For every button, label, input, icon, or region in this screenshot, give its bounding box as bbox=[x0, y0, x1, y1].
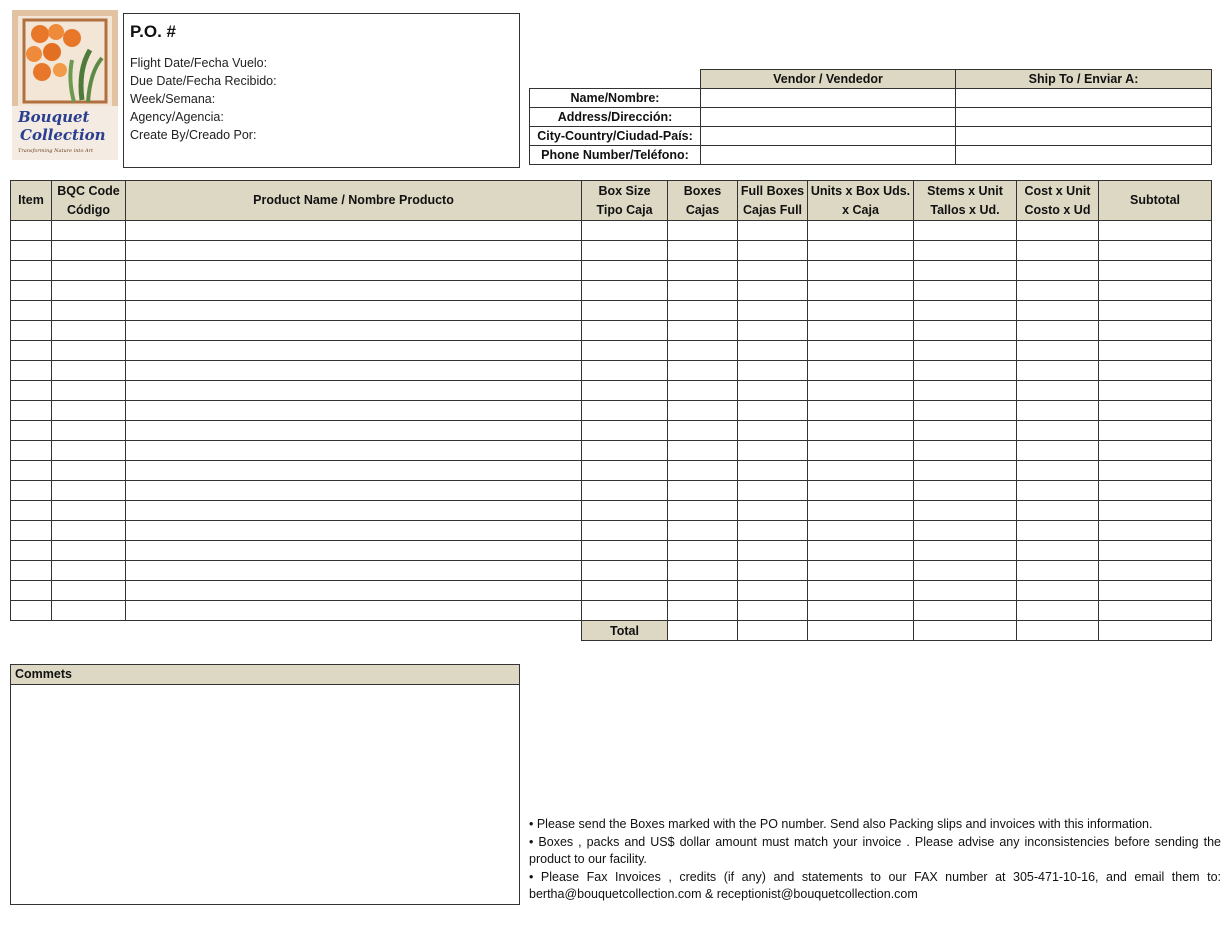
boxes-cell[interactable] bbox=[668, 301, 738, 321]
stems-x-unit-cell[interactable] bbox=[914, 321, 1017, 341]
box-size-cell[interactable] bbox=[582, 221, 668, 241]
stems-x-unit-cell[interactable] bbox=[914, 241, 1017, 261]
col-header-boxes: Boxes Cajas bbox=[668, 181, 738, 221]
ship-to-header: Ship To / Enviar A: bbox=[956, 70, 1212, 89]
bqc-code-cell[interactable] bbox=[52, 601, 126, 621]
cost-x-unit-cell[interactable] bbox=[1017, 361, 1099, 381]
item-cell[interactable] bbox=[11, 301, 52, 321]
box-size-cell[interactable] bbox=[582, 241, 668, 261]
table-row bbox=[11, 441, 1212, 461]
product-name-cell[interactable] bbox=[126, 221, 582, 241]
item-cell[interactable] bbox=[11, 481, 52, 501]
bqc-code-cell[interactable] bbox=[52, 241, 126, 261]
comments-label: Commets bbox=[11, 665, 519, 685]
subtotal-cell[interactable] bbox=[1099, 461, 1212, 481]
cost-x-unit-cell[interactable] bbox=[1017, 301, 1099, 321]
subtotal-cell[interactable] bbox=[1099, 321, 1212, 341]
total-row bbox=[11, 621, 1212, 641]
stems-x-unit-cell[interactable] bbox=[914, 281, 1017, 301]
box-size-cell[interactable] bbox=[582, 401, 668, 421]
address-label: Address/Dirección: bbox=[530, 108, 701, 127]
full-boxes-cell[interactable] bbox=[738, 541, 808, 561]
boxes-cell[interactable] bbox=[668, 581, 738, 601]
table-row bbox=[11, 581, 1212, 601]
units-x-box-cell[interactable] bbox=[808, 441, 914, 461]
subtotal-cell[interactable] bbox=[1099, 561, 1212, 581]
product-name-cell[interactable] bbox=[126, 541, 582, 561]
total-subtotal-cell[interactable] bbox=[1099, 621, 1212, 641]
units-x-box-cell[interactable] bbox=[808, 401, 914, 421]
total-cost-cell[interactable] bbox=[1017, 621, 1099, 641]
full-boxes-cell[interactable] bbox=[738, 421, 808, 441]
full-boxes-cell[interactable] bbox=[738, 481, 808, 501]
svg-text:Transforming Nature into Art: Transforming Nature into Art bbox=[18, 148, 94, 154]
table-row bbox=[11, 321, 1212, 341]
vendor-shipto-table bbox=[529, 69, 1212, 165]
table-row bbox=[11, 421, 1212, 441]
full-boxes-cell[interactable] bbox=[738, 521, 808, 541]
stems-x-unit-cell[interactable] bbox=[914, 221, 1017, 241]
full-boxes-cell[interactable] bbox=[738, 281, 808, 301]
week-label: Week/Semana: bbox=[130, 92, 216, 106]
comments-area[interactable] bbox=[11, 685, 519, 904]
bqc-code-cell[interactable] bbox=[52, 441, 126, 461]
bqc-code-cell[interactable] bbox=[52, 221, 126, 241]
product-name-cell[interactable] bbox=[126, 501, 582, 521]
full-boxes-cell[interactable] bbox=[738, 361, 808, 381]
bqc-code-cell[interactable] bbox=[52, 561, 126, 581]
boxes-cell[interactable] bbox=[668, 481, 738, 501]
cost-x-unit-cell[interactable] bbox=[1017, 241, 1099, 261]
boxes-cell[interactable] bbox=[668, 521, 738, 541]
cost-x-unit-cell[interactable] bbox=[1017, 541, 1099, 561]
cost-x-unit-cell[interactable] bbox=[1017, 421, 1099, 441]
boxes-cell[interactable] bbox=[668, 441, 738, 461]
col-header-box-size: Box Size Tipo Caja bbox=[582, 181, 668, 221]
units-x-box-cell[interactable] bbox=[808, 421, 914, 441]
units-x-box-cell[interactable] bbox=[808, 321, 914, 341]
item-cell[interactable] bbox=[11, 581, 52, 601]
product-name-cell[interactable] bbox=[126, 261, 582, 281]
boxes-cell[interactable] bbox=[668, 381, 738, 401]
total-label: Total bbox=[582, 621, 668, 641]
shipto-phone-cell[interactable] bbox=[956, 146, 1212, 165]
product-name-cell[interactable] bbox=[126, 461, 582, 481]
phone-label: Phone Number/Teléfono: bbox=[530, 146, 701, 165]
full-boxes-cell[interactable] bbox=[738, 581, 808, 601]
full-boxes-cell[interactable] bbox=[738, 381, 808, 401]
boxes-cell[interactable] bbox=[668, 341, 738, 361]
agency-label: Agency/Agencia: bbox=[130, 110, 224, 124]
col-header-item: Item bbox=[11, 181, 52, 221]
table-row bbox=[11, 241, 1212, 261]
bqc-code-cell[interactable] bbox=[52, 401, 126, 421]
product-name-cell[interactable] bbox=[126, 601, 582, 621]
product-name-cell[interactable] bbox=[126, 521, 582, 541]
svg-text:Bouquet: Bouquet bbox=[18, 108, 90, 126]
boxes-cell[interactable] bbox=[668, 501, 738, 521]
table-row bbox=[11, 361, 1212, 381]
bqc-code-cell[interactable] bbox=[52, 541, 126, 561]
subtotal-cell[interactable] bbox=[1099, 361, 1212, 381]
bqc-code-cell[interactable] bbox=[52, 321, 126, 341]
item-cell[interactable] bbox=[11, 261, 52, 281]
subtotal-cell[interactable] bbox=[1099, 421, 1212, 441]
cost-x-unit-cell[interactable] bbox=[1017, 501, 1099, 521]
units-x-box-cell[interactable] bbox=[808, 381, 914, 401]
box-size-cell[interactable] bbox=[582, 521, 668, 541]
bqc-code-cell[interactable] bbox=[52, 421, 126, 441]
box-size-cell[interactable] bbox=[582, 261, 668, 281]
stems-x-unit-cell[interactable] bbox=[914, 521, 1017, 541]
subtotal-cell[interactable] bbox=[1099, 221, 1212, 241]
units-x-box-cell[interactable] bbox=[808, 541, 914, 561]
product-name-cell[interactable] bbox=[126, 301, 582, 321]
bqc-code-cell[interactable] bbox=[52, 581, 126, 601]
col-header-stems-x-unit: Stems x Unit Tallos x Ud. bbox=[914, 181, 1017, 221]
subtotal-cell[interactable] bbox=[1099, 381, 1212, 401]
total-stems-cell[interactable] bbox=[914, 621, 1017, 641]
item-cell[interactable] bbox=[11, 461, 52, 481]
box-size-cell[interactable] bbox=[582, 301, 668, 321]
stems-x-unit-cell[interactable] bbox=[914, 421, 1017, 441]
boxes-cell[interactable] bbox=[668, 601, 738, 621]
instructions-notes bbox=[529, 816, 1221, 904]
full-boxes-cell[interactable] bbox=[738, 341, 808, 361]
flight-date-label: Flight Date/Fecha Vuelo: bbox=[130, 56, 268, 70]
subtotal-cell[interactable] bbox=[1099, 481, 1212, 501]
table-row bbox=[11, 261, 1212, 281]
cost-x-unit-cell[interactable] bbox=[1017, 261, 1099, 281]
box-size-cell[interactable] bbox=[582, 381, 668, 401]
due-date-label: Due Date/Fecha Recibido: bbox=[130, 74, 277, 88]
full-boxes-cell[interactable] bbox=[738, 241, 808, 261]
full-boxes-cell[interactable] bbox=[738, 261, 808, 281]
item-cell[interactable] bbox=[11, 501, 52, 521]
full-boxes-cell[interactable] bbox=[738, 301, 808, 321]
box-size-cell[interactable] bbox=[582, 601, 668, 621]
cost-x-unit-cell[interactable] bbox=[1017, 321, 1099, 341]
col-header-subtotal: Subtotal bbox=[1099, 181, 1212, 221]
units-x-box-cell[interactable] bbox=[808, 341, 914, 361]
box-size-cell[interactable] bbox=[582, 481, 668, 501]
stems-x-unit-cell[interactable] bbox=[914, 481, 1017, 501]
full-boxes-cell[interactable] bbox=[738, 501, 808, 521]
shipto-address-cell[interactable] bbox=[956, 108, 1212, 127]
cost-x-unit-cell[interactable] bbox=[1017, 441, 1099, 461]
bqc-code-cell[interactable] bbox=[52, 481, 126, 501]
product-name-cell[interactable] bbox=[126, 241, 582, 261]
bqc-code-cell[interactable] bbox=[52, 461, 126, 481]
table-row bbox=[11, 601, 1212, 621]
subtotal-cell[interactable] bbox=[1099, 521, 1212, 541]
subtotal-cell[interactable] bbox=[1099, 341, 1212, 361]
po-number-label: P.O. # bbox=[130, 22, 176, 41]
units-x-box-cell[interactable] bbox=[808, 241, 914, 261]
product-name-cell[interactable] bbox=[126, 441, 582, 461]
item-cell[interactable] bbox=[11, 221, 52, 241]
box-size-cell[interactable] bbox=[582, 321, 668, 341]
box-size-cell[interactable] bbox=[582, 361, 668, 381]
item-cell[interactable] bbox=[11, 281, 52, 301]
units-x-box-cell[interactable] bbox=[808, 501, 914, 521]
product-name-cell[interactable] bbox=[126, 361, 582, 381]
box-size-cell[interactable] bbox=[582, 561, 668, 581]
cost-x-unit-cell[interactable] bbox=[1017, 341, 1099, 361]
stems-x-unit-cell[interactable] bbox=[914, 501, 1017, 521]
svg-text:Collection: Collection bbox=[20, 126, 106, 144]
table-row bbox=[11, 281, 1212, 301]
name-label: Name/Nombre: bbox=[530, 89, 701, 108]
table-row bbox=[11, 501, 1212, 521]
units-x-box-cell[interactable] bbox=[808, 301, 914, 321]
full-boxes-cell[interactable] bbox=[738, 461, 808, 481]
boxes-cell[interactable] bbox=[668, 561, 738, 581]
vendor-name-cell[interactable] bbox=[701, 89, 956, 108]
box-size-cell[interactable] bbox=[582, 501, 668, 521]
item-cell[interactable] bbox=[11, 601, 52, 621]
full-boxes-cell[interactable] bbox=[738, 601, 808, 621]
product-name-cell[interactable] bbox=[126, 581, 582, 601]
bqc-code-cell[interactable] bbox=[52, 501, 126, 521]
total-full-boxes-cell[interactable] bbox=[738, 621, 808, 641]
subtotal-cell[interactable] bbox=[1099, 501, 1212, 521]
product-name-cell[interactable] bbox=[126, 341, 582, 361]
item-cell[interactable] bbox=[11, 521, 52, 541]
stems-x-unit-cell[interactable] bbox=[914, 601, 1017, 621]
stems-x-unit-cell[interactable] bbox=[914, 401, 1017, 421]
box-size-cell[interactable] bbox=[582, 421, 668, 441]
bqc-code-cell[interactable] bbox=[52, 281, 126, 301]
units-x-box-cell[interactable] bbox=[808, 561, 914, 581]
units-x-box-cell[interactable] bbox=[808, 361, 914, 381]
item-cell[interactable] bbox=[11, 561, 52, 581]
table-row bbox=[11, 381, 1212, 401]
cost-x-unit-cell[interactable] bbox=[1017, 581, 1099, 601]
boxes-cell[interactable] bbox=[668, 401, 738, 421]
stems-x-unit-cell[interactable] bbox=[914, 441, 1017, 461]
shipto-name-cell[interactable] bbox=[956, 89, 1212, 108]
stems-x-unit-cell[interactable] bbox=[914, 341, 1017, 361]
comments-box bbox=[10, 664, 520, 905]
col-header-full-boxes: Full Boxes Cajas Full bbox=[738, 181, 808, 221]
product-name-cell[interactable] bbox=[126, 321, 582, 341]
stems-x-unit-cell[interactable] bbox=[914, 381, 1017, 401]
bqc-code-cell[interactable] bbox=[52, 521, 126, 541]
note-boxes-marked: • Please send the Boxes marked with the PO number. Send also Packing slips and invoices with this information. bbox=[529, 817, 1153, 831]
bqc-code-cell[interactable] bbox=[52, 381, 126, 401]
col-header-units-x-box: Units x Box Uds. x Caja bbox=[808, 181, 914, 221]
total-boxes-cell[interactable] bbox=[668, 621, 738, 641]
cost-x-unit-cell[interactable] bbox=[1017, 401, 1099, 421]
cost-x-unit-cell[interactable] bbox=[1017, 381, 1099, 401]
item-cell[interactable] bbox=[11, 361, 52, 381]
subtotal-cell[interactable] bbox=[1099, 261, 1212, 281]
product-name-cell[interactable] bbox=[126, 561, 582, 581]
units-x-box-cell[interactable] bbox=[808, 481, 914, 501]
item-cell[interactable] bbox=[11, 441, 52, 461]
stems-x-unit-cell[interactable] bbox=[914, 581, 1017, 601]
item-cell[interactable] bbox=[11, 381, 52, 401]
vendor-address-cell[interactable] bbox=[701, 108, 956, 127]
boxes-cell[interactable] bbox=[668, 421, 738, 441]
stems-x-unit-cell[interactable] bbox=[914, 461, 1017, 481]
table-row bbox=[11, 301, 1212, 321]
table-row bbox=[11, 481, 1212, 501]
boxes-cell[interactable] bbox=[668, 321, 738, 341]
vendor-city-cell[interactable] bbox=[701, 127, 956, 146]
boxes-cell[interactable] bbox=[668, 261, 738, 281]
items-table bbox=[10, 180, 1212, 641]
subtotal-cell[interactable] bbox=[1099, 281, 1212, 301]
units-x-box-cell[interactable] bbox=[808, 281, 914, 301]
box-size-cell[interactable] bbox=[582, 281, 668, 301]
bqc-code-cell[interactable] bbox=[52, 261, 126, 281]
bouquet-collection-logo bbox=[12, 10, 118, 160]
item-cell[interactable] bbox=[11, 321, 52, 341]
table-row bbox=[11, 461, 1212, 481]
vendor-header: Vendor / Vendedor bbox=[701, 70, 956, 89]
item-cell[interactable] bbox=[11, 421, 52, 441]
bqc-code-cell[interactable] bbox=[52, 341, 126, 361]
table-row bbox=[11, 341, 1212, 361]
boxes-cell[interactable] bbox=[668, 461, 738, 481]
item-cell[interactable] bbox=[11, 541, 52, 561]
box-size-cell[interactable] bbox=[582, 541, 668, 561]
table-row bbox=[11, 221, 1212, 241]
table-row bbox=[11, 541, 1212, 561]
product-name-cell[interactable] bbox=[126, 481, 582, 501]
product-name-cell[interactable] bbox=[126, 381, 582, 401]
subtotal-cell[interactable] bbox=[1099, 441, 1212, 461]
full-boxes-cell[interactable] bbox=[738, 441, 808, 461]
col-header-cost-x-unit: Cost x Unit Costo x Ud bbox=[1017, 181, 1099, 221]
stems-x-unit-cell[interactable] bbox=[914, 541, 1017, 561]
boxes-cell[interactable] bbox=[668, 241, 738, 261]
item-cell[interactable] bbox=[11, 401, 52, 421]
units-x-box-cell[interactable] bbox=[808, 581, 914, 601]
created-by-label: Create By/Creado Por: bbox=[130, 128, 257, 142]
total-units-cell[interactable] bbox=[808, 621, 914, 641]
stems-x-unit-cell[interactable] bbox=[914, 301, 1017, 321]
box-size-cell[interactable] bbox=[582, 341, 668, 361]
boxes-cell[interactable] bbox=[668, 361, 738, 381]
product-name-cell[interactable] bbox=[126, 401, 582, 421]
subtotal-cell[interactable] bbox=[1099, 581, 1212, 601]
vendor-phone-cell[interactable] bbox=[701, 146, 956, 165]
cost-x-unit-cell[interactable] bbox=[1017, 601, 1099, 621]
cost-x-unit-cell[interactable] bbox=[1017, 521, 1099, 541]
units-x-box-cell[interactable] bbox=[808, 461, 914, 481]
units-x-box-cell[interactable] bbox=[808, 521, 914, 541]
stems-x-unit-cell[interactable] bbox=[914, 361, 1017, 381]
box-size-cell[interactable] bbox=[582, 461, 668, 481]
cost-x-unit-cell[interactable] bbox=[1017, 221, 1099, 241]
boxes-cell[interactable] bbox=[668, 281, 738, 301]
product-name-cell[interactable] bbox=[126, 281, 582, 301]
cost-x-unit-cell[interactable] bbox=[1017, 281, 1099, 301]
stems-x-unit-cell[interactable] bbox=[914, 261, 1017, 281]
cost-x-unit-cell[interactable] bbox=[1017, 461, 1099, 481]
units-x-box-cell[interactable] bbox=[808, 261, 914, 281]
col-header-bqc-code: BQC Code Código bbox=[52, 181, 126, 221]
boxes-cell[interactable] bbox=[668, 221, 738, 241]
bqc-code-cell[interactable] bbox=[52, 301, 126, 321]
stems-x-unit-cell[interactable] bbox=[914, 561, 1017, 581]
full-boxes-cell[interactable] bbox=[738, 561, 808, 581]
subtotal-cell[interactable] bbox=[1099, 601, 1212, 621]
full-boxes-cell[interactable] bbox=[738, 221, 808, 241]
po-header-box bbox=[123, 13, 520, 168]
cost-x-unit-cell[interactable] bbox=[1017, 481, 1099, 501]
shipto-city-cell[interactable] bbox=[956, 127, 1212, 146]
item-cell[interactable] bbox=[11, 341, 52, 361]
city-country-label: City-Country/Ciudad-País: bbox=[530, 127, 701, 146]
units-x-box-cell[interactable] bbox=[808, 221, 914, 241]
note-match-invoice: • Boxes , packs and US$ dollar amount must match your invoice . Please advise any inconsistencies before sending the product to our facility. bbox=[529, 834, 1221, 866]
table-row bbox=[11, 561, 1212, 581]
box-size-cell[interactable] bbox=[582, 581, 668, 601]
table-row bbox=[11, 521, 1212, 541]
note-fax-invoices: • Please Fax Invoices , credits (if any) and statements to our FAX number at 305-471-10-16, and email them to: bertha@bouquetcollection.com & receptionist@bouquetcollection.com bbox=[529, 869, 1221, 901]
box-size-cell[interactable] bbox=[582, 441, 668, 461]
full-boxes-cell[interactable] bbox=[738, 321, 808, 341]
full-boxes-cell[interactable] bbox=[738, 401, 808, 421]
boxes-cell[interactable] bbox=[668, 541, 738, 561]
bqc-code-cell[interactable] bbox=[52, 361, 126, 381]
item-cell[interactable] bbox=[11, 241, 52, 261]
subtotal-cell[interactable] bbox=[1099, 241, 1212, 261]
product-name-cell[interactable] bbox=[126, 421, 582, 441]
col-header-product-name: Product Name / Nombre Producto bbox=[126, 181, 582, 221]
cost-x-unit-cell[interactable] bbox=[1017, 561, 1099, 581]
subtotal-cell[interactable] bbox=[1099, 401, 1212, 421]
table-row bbox=[11, 401, 1212, 421]
units-x-box-cell[interactable] bbox=[808, 601, 914, 621]
subtotal-cell[interactable] bbox=[1099, 541, 1212, 561]
subtotal-cell[interactable] bbox=[1099, 301, 1212, 321]
